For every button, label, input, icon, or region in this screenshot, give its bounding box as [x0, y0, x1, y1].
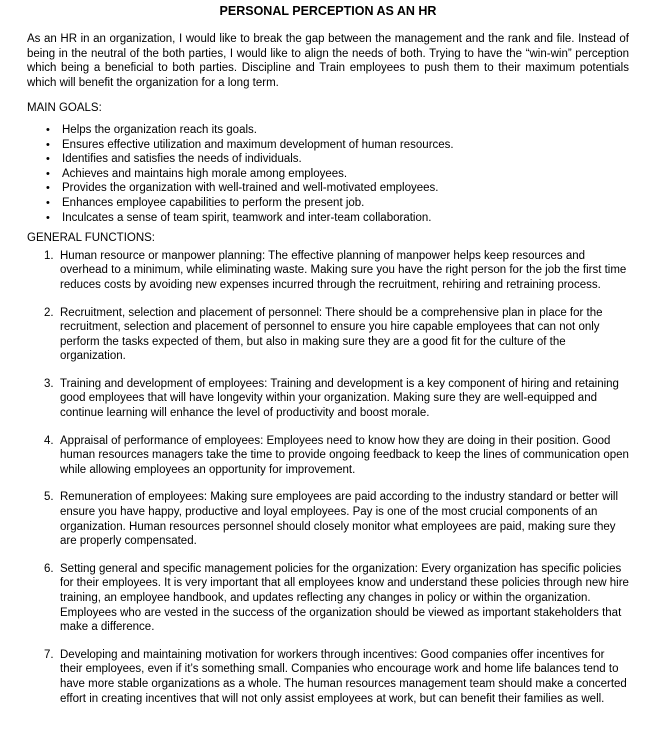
- intro-paragraph: As an HR in an organization, I would like to break the gap between the management and the rank and file. Instead of being in the neutral of the both parties, I would like to align the needs of both. Trying to have the “win-win” perception which being a beneficial to both parties. Discipline and Train employees to push them to their maximum potentials which will benefit the organization for a long term.: [27, 33, 629, 89]
- bullet-icon: [46, 181, 62, 196]
- item-number: 6.: [44, 562, 54, 575]
- function-item: [44, 306, 629, 364]
- item-number: 3.: [44, 377, 54, 390]
- item-number: 7.: [44, 648, 54, 661]
- goal-text: Provides the organization with well-trained and well-motivated employees.: [62, 182, 439, 195]
- goal-text: Ensures effective utilization and maximum development of human resources.: [62, 138, 454, 151]
- goal-item: [46, 138, 629, 153]
- function-text: Setting general and specific management policies for the organization: Every organization has specific policies for their employees. It is very important that all employees know and understand these policies through new hire training, an employee handbook, and updates reflecting any changes in policy or within the organization. Employees who are vested in the success of the organization should be viewed as important stakeholders that make a difference.: [60, 562, 629, 634]
- function-item: [44, 648, 629, 706]
- goal-text: Inculcates a sense of team spirit, teamwork and inter-team collaboration.: [62, 211, 432, 224]
- function-item: [44, 377, 629, 421]
- function-text: Human resource or manpower planning: The effective planning of manpower helps keep resources and overhead to a minimum, while eliminating waste. Making sure you have the right person for the job the first time reduces costs by avoiding new expenses incurred through the recruitment, rehiring and retraining process.: [60, 249, 627, 291]
- function-item: [44, 434, 629, 478]
- item-number: 4.: [44, 434, 54, 447]
- goal-text: Achieves and maintains high morale among employees.: [62, 167, 348, 180]
- bullet-icon: [46, 196, 62, 211]
- bullet-icon: [46, 152, 62, 167]
- goal-item: [46, 211, 629, 226]
- goal-text: Enhances employee capabilities to perform the present job.: [62, 196, 365, 209]
- goal-text: Identifies and satisfies the needs of individuals.: [62, 153, 302, 166]
- item-number: 2.: [44, 306, 54, 319]
- main-goals-heading: MAIN GOALS:: [27, 102, 102, 115]
- function-text: Developing and maintaining motivation for workers through incentives: Good companies offer incentives for their employees, even if it’s something small. Companies who encourage work and home life balances tend to have more stable organizations as a whole. The human resources management team should make a concerted effort in creating incentives that will not only assist employees at work, but can benefit their families as well.: [60, 648, 627, 705]
- general-functions-heading: GENERAL FUNCTIONS:: [27, 232, 156, 245]
- bullet-icon: [46, 211, 62, 226]
- goal-item: [46, 167, 629, 182]
- bullet-icon: [46, 138, 62, 153]
- function-text: Remuneration of employees: Making sure employees are paid according to the industry standard or better will ensure you have happy, productive and loyal employees. Pay is one of the most crucial components of an organization. Human resources personnel should closely monitor what employees are paid, making sure they are properly compensated.: [60, 491, 619, 548]
- item-number: 5.: [44, 491, 54, 504]
- bullet-icon: [46, 167, 62, 182]
- goal-text: Helps the organization reach its goals.: [62, 123, 257, 136]
- function-item: [44, 490, 629, 548]
- main-goals-list: [27, 123, 629, 225]
- function-item: [44, 249, 629, 293]
- goal-item: [46, 123, 629, 138]
- goal-item: [46, 196, 629, 211]
- goal-item: [46, 152, 629, 167]
- bullet-icon: [46, 123, 62, 138]
- goal-item: [46, 181, 629, 196]
- function-text: Recruitment, selection and placement of personnel: There should be a comprehensive plan in place for the recruitment, selection and placement of personnel to ensure you hire capable employees that can not only perform the tasks expected of them, but also in making sure they are a good fit for the culture of the organization.: [60, 306, 603, 363]
- function-item: [44, 562, 629, 635]
- general-functions-list: [27, 249, 629, 706]
- document-title: PERSONAL PERCEPTION AS AN HR: [219, 4, 437, 18]
- item-number: 1.: [44, 249, 54, 262]
- function-text: Training and development of employees: Training and development is a key component of hiring and retaining good employees that will have longevity within your organization. Making sure they are well-equipped and continue learning will enhance the level of productivity and boost morale.: [60, 377, 619, 420]
- function-text: Appraisal of performance of employees: Employees need to know how they are doing in their position. Good human resources managers take the time to provide ongoing feedback to keep the lines of communication open while allowing employees an opportunity for improvement.: [60, 434, 629, 476]
